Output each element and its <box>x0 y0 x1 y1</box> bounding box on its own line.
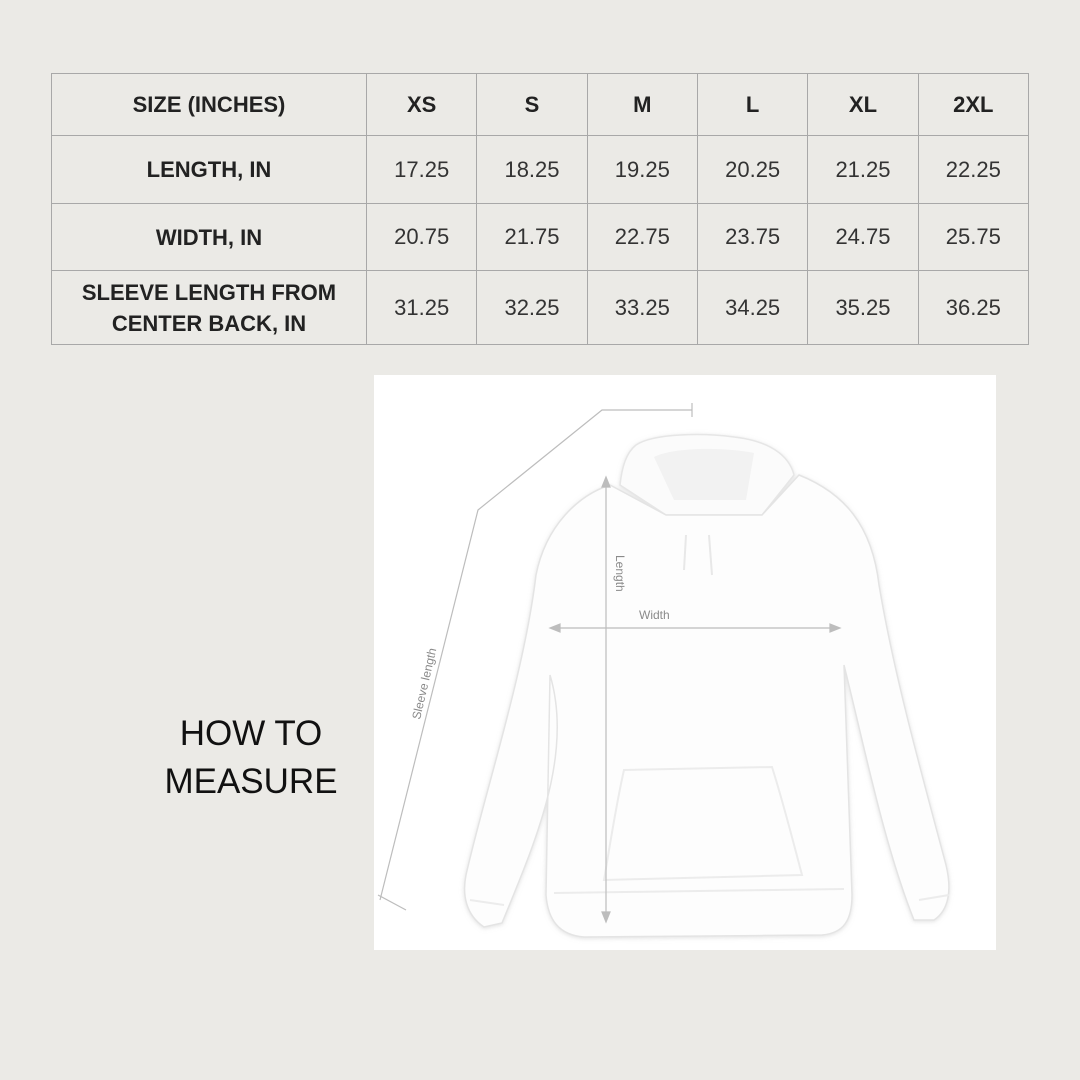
table-row-sleeve <box>52 271 1029 345</box>
row-label-sleeve <box>52 271 367 345</box>
row-label-width: WIDTH, IN <box>52 204 367 271</box>
table-row-length <box>52 136 1029 204</box>
length-label: Length <box>613 555 627 592</box>
size-header-s: S <box>477 74 587 136</box>
table-cell: 18.25 <box>477 136 587 204</box>
size-header-m: M <box>587 74 697 136</box>
table-cell: 21.25 <box>808 136 918 204</box>
table-cell: 33.25 <box>587 271 697 345</box>
heading-line: HOW TO <box>179 714 323 753</box>
heading-line: MEASURE <box>164 762 338 801</box>
hoodie-measurement-diagram <box>374 375 996 950</box>
table-cell: 17.25 <box>367 136 477 204</box>
size-header-xl: XL <box>808 74 918 136</box>
size-header-xs: XS <box>367 74 477 136</box>
hoodie-icon <box>465 435 949 937</box>
table-cell: 31.25 <box>367 271 477 345</box>
table-cell: 34.25 <box>697 271 807 345</box>
size-chart-table <box>51 73 1029 345</box>
table-cell: 23.75 <box>697 204 807 271</box>
table-cell: 22.75 <box>587 204 697 271</box>
table-cell: 19.25 <box>587 136 697 204</box>
table-cell: 21.75 <box>477 204 587 271</box>
how-to-measure-heading <box>150 710 352 806</box>
header-label: SIZE (INCHES) <box>52 74 367 136</box>
table-cell: 20.75 <box>367 204 477 271</box>
table-cell: 22.25 <box>918 136 1028 204</box>
row-label-line: CENTER BACK, IN <box>111 310 307 336</box>
table-cell: 24.75 <box>808 204 918 271</box>
table-row-width <box>52 204 1029 271</box>
hoodie-illustration <box>374 375 996 950</box>
row-label-length: LENGTH, IN <box>52 136 367 204</box>
table-header-row <box>52 74 1029 136</box>
table-cell: 25.75 <box>918 204 1028 271</box>
sleeve-length-label: Sleeve length <box>409 646 440 721</box>
row-label-line: SLEEVE LENGTH FROM <box>81 279 337 305</box>
width-label: Width <box>639 608 670 622</box>
table-cell: 36.25 <box>918 271 1028 345</box>
table-cell: 20.25 <box>697 136 807 204</box>
size-header-l: L <box>697 74 807 136</box>
table-cell: 32.25 <box>477 271 587 345</box>
table-cell: 35.25 <box>808 271 918 345</box>
size-header-2xl: 2XL <box>918 74 1028 136</box>
